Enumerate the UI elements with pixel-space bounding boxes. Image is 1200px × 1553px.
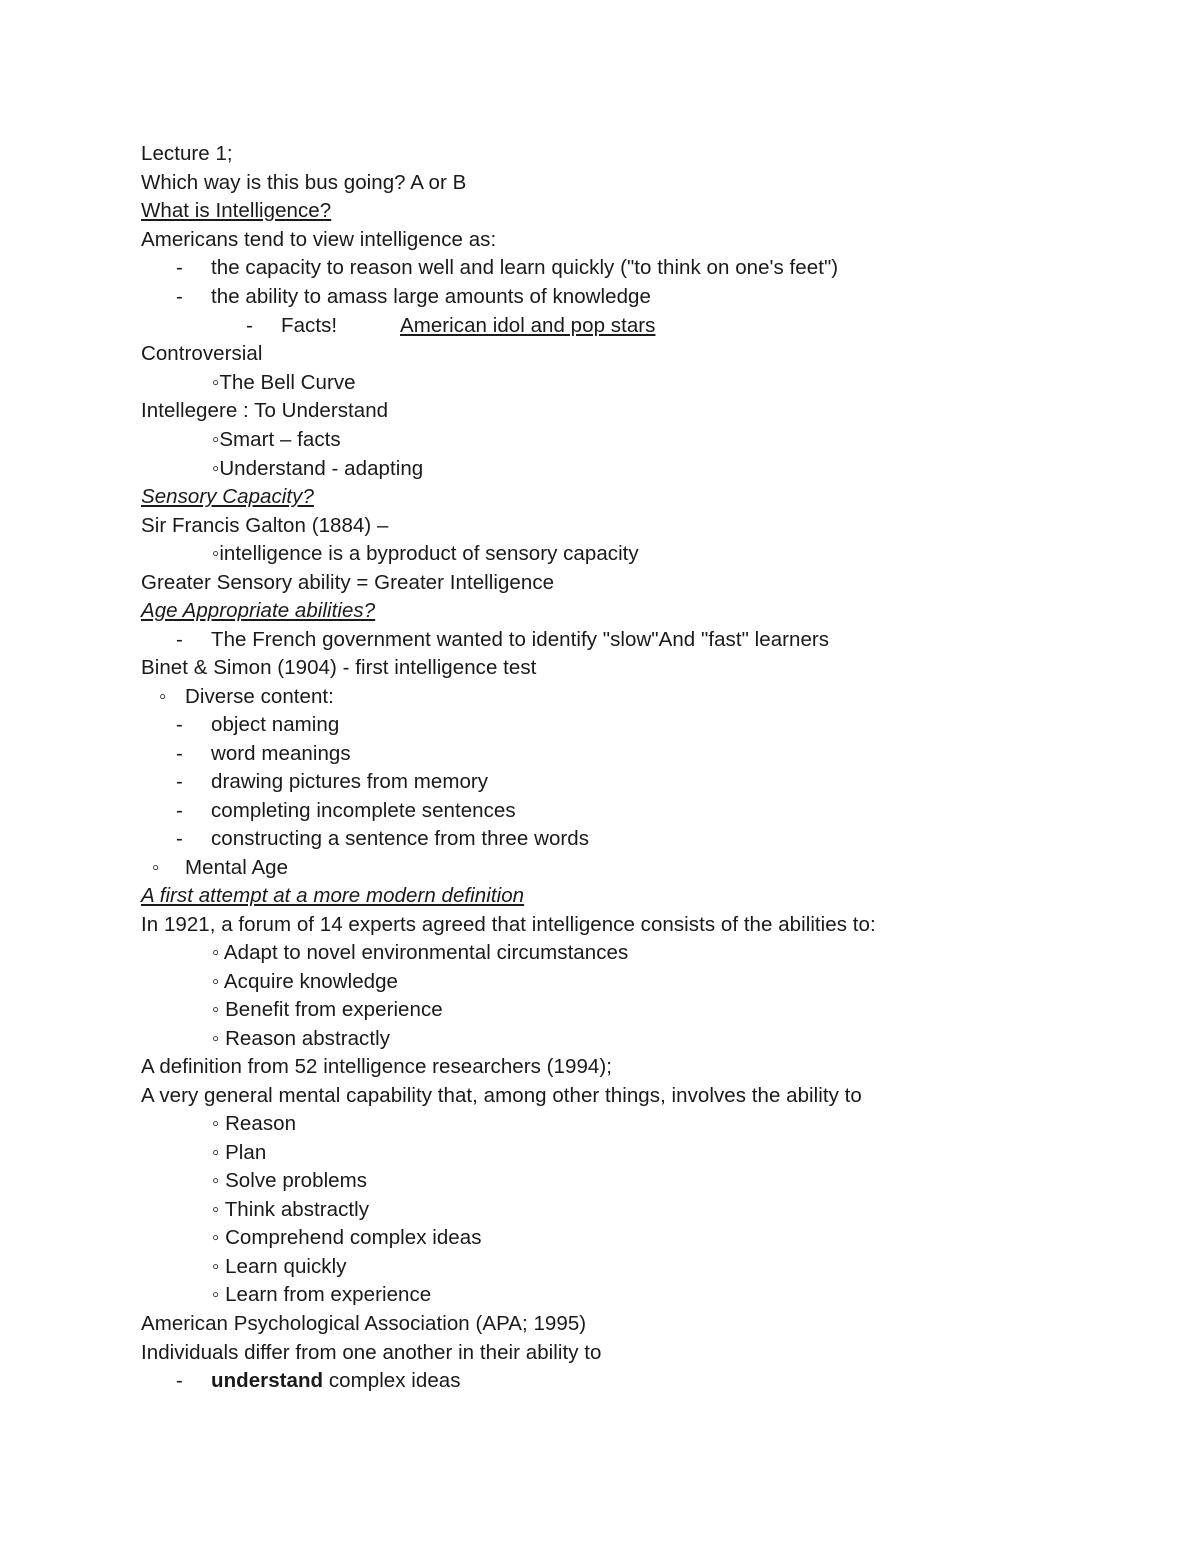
section-heading: Sensory Capacity? [141,485,314,508]
bullet-item: ◦ Comprehend complex ideas [212,1226,482,1249]
bullet-item: ◦ Adapt to novel environmental circumstances [212,941,629,964]
bullet-item: ◦ Benefit from experience [212,998,443,1021]
text-line: Binet & Simon (1904) - first intelligence test [141,656,537,679]
list-item-text: Mental Age [185,856,289,879]
dash-marker: - [176,827,183,850]
bullet-item: ◦ Reason [212,1112,297,1135]
text-line: A very general mental capability that, among other things, involves the ability to [141,1084,862,1107]
list-item-text: constructing a sentence from three words [211,827,590,850]
lecture-title: Lecture 1; [141,142,233,165]
list-item-text: Facts! [281,314,338,337]
list-item-text: the ability to amass large amounts of knowledge [211,285,651,308]
dash-marker: - [246,314,253,337]
section-heading: A first attempt at a more modern definition [141,884,525,907]
bullet-item: ◦ Think abstractly [212,1198,370,1221]
bullet-item: ◦intelligence is a byproduct of sensory capacity [212,542,639,565]
bullet-item: ◦ Plan [212,1141,267,1164]
bullet-item: ◦Smart – facts [212,428,341,451]
text-line: Individuals differ from one another in their ability to [141,1341,602,1364]
bullet-item: ◦The Bell Curve [212,371,356,394]
list-item-text [211,1369,461,1393]
text-line: Controversial [141,342,263,365]
bullet-item: ◦ Learn from experience [212,1283,432,1306]
list-item-text: Diverse content: [185,685,334,708]
bullet-item: ◦ Learn quickly [212,1255,347,1278]
text-line: Americans tend to view intelligence as: [141,228,497,251]
list-item-text: drawing pictures from memory [211,770,489,793]
text-line: American Psychological Association (APA; 1995) [141,1312,587,1335]
dash-marker: - [176,285,183,308]
bullet-item: ◦ Solve problems [212,1169,368,1192]
bullet-item: ◦ Acquire knowledge [212,970,399,993]
bold-term: understand [211,1369,324,1392]
bullet-item: ◦ Reason abstractly [212,1027,390,1050]
bullet-marker: ◦ [159,685,167,708]
list-item-text: the capacity to reason well and learn quickly ("to think on one's feet") [211,256,839,279]
text-line: In 1921, a forum of 14 experts agreed that intelligence consists of the abilities to: [141,913,876,936]
dash-marker: - [176,742,183,765]
list-item-text: completing incomplete sentences [211,799,516,822]
dash-marker: - [176,770,183,793]
dash-marker: - [176,799,183,822]
section-heading: Age Appropriate abilities? [141,599,376,622]
list-item-text: The French government wanted to identify "slow"And "fast" learners [211,628,830,651]
text-line: American idol and pop stars [400,314,656,337]
text-line: A definition from 52 intelligence researchers (1994); [141,1055,612,1078]
list-item-text: word meanings [211,742,351,765]
text-line: Which way is this bus going? A or B [141,171,467,194]
text-line: Sir Francis Galton (1884) – [141,514,389,537]
text-line: Greater Sensory ability = Greater Intelligence [141,571,555,594]
dash-marker: - [176,713,183,736]
text-line: Intellegere : To Understand [141,399,389,422]
dash-marker: - [176,1369,183,1392]
dash-marker: - [176,256,183,279]
list-item-text-rest: complex ideas [323,1369,461,1392]
list-item-text: object naming [211,713,340,736]
bullet-marker: ◦ [152,856,160,879]
dash-marker: - [176,628,183,651]
section-heading: What is Intelligence? [141,199,332,222]
bullet-item: ◦Understand - adapting [212,457,424,480]
